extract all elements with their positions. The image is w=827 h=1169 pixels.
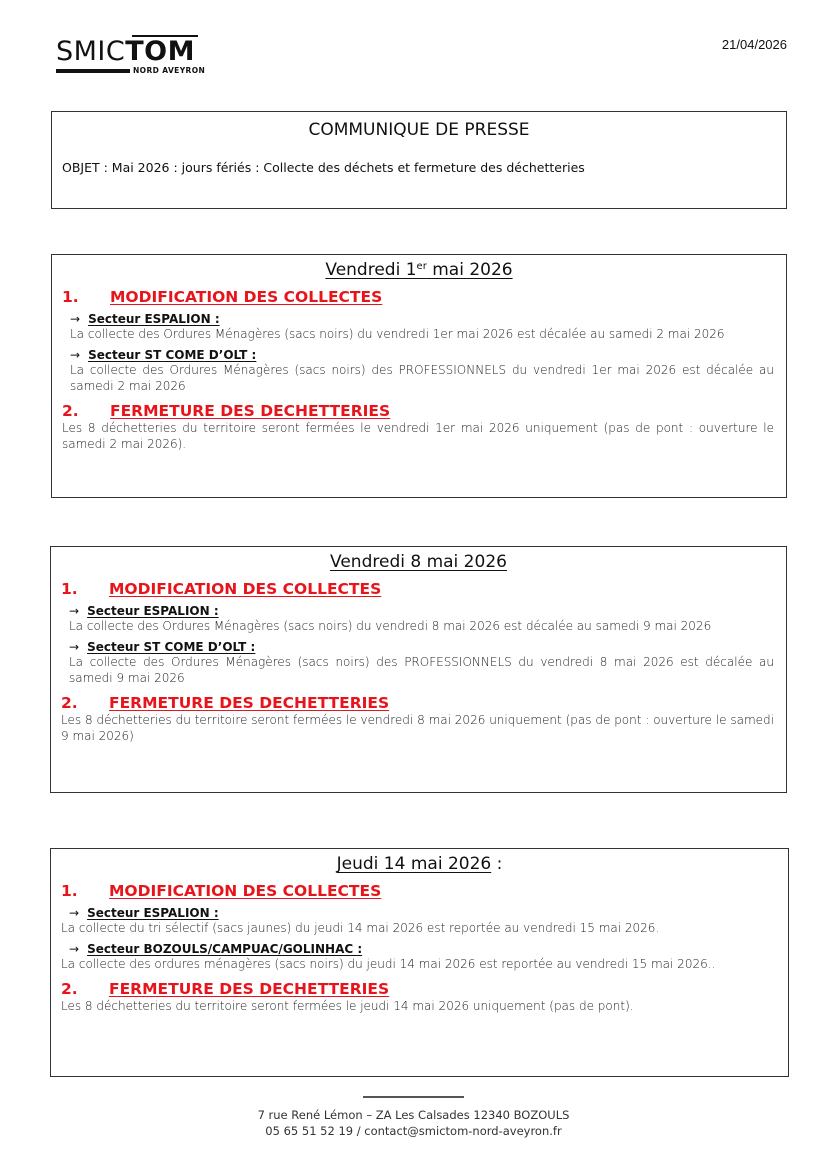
section-may-8: [50, 546, 787, 793]
heading-closures: [61, 694, 786, 712]
section-title: [51, 854, 788, 878]
text-fragment: Secteur ESPALION :: [88, 312, 220, 326]
document-date: 21/04/2026: [721, 37, 787, 52]
footer-address: 7 rue René Lémon – ZA Les Calsades 12340 BOZOULS: [257, 1108, 570, 1122]
text-fragment: Vendredi 1: [325, 260, 417, 280]
text-fragment: mai 2026: [426, 260, 513, 280]
sector-text: La collecte des Ordures Ménagères (sacs noirs) du vendredi 8 mai 2026 est décalée au samedi 9 mai 2026: [69, 619, 712, 633]
sector-label: [69, 640, 786, 654]
footer-divider: [363, 1096, 464, 1098]
heading-collection-changes: [61, 580, 786, 598]
arrow-right-icon: →: [70, 348, 81, 362]
text-fragment: Secteur ST COME D’OLT :: [88, 348, 257, 362]
text-fragment: Vendredi 8 mai 2026: [330, 552, 507, 572]
text-fragment: MODIFICATION DES COLLECTES: [110, 288, 383, 306]
text-fragment: 2.: [62, 402, 79, 420]
arrow-right-icon: →: [69, 942, 80, 956]
text-fragment: :: [491, 854, 503, 874]
text-fragment: Jeudi 14 mai 2026: [336, 854, 492, 874]
logo-subtitle: NORD AVEYRON: [133, 66, 206, 75]
text-fragment: 1.: [62, 288, 79, 306]
text-fragment: 1.: [61, 580, 78, 598]
arrow-right-icon: →: [69, 604, 80, 618]
sector-label: [69, 906, 788, 920]
object-line: OBJET : Mai 2026 : jours fériés : Collecte des déchets et fermeture des déchetteries: [62, 160, 585, 175]
logo-wordmark: [56, 37, 195, 67]
sector-label: [70, 312, 786, 326]
heading-closures: [61, 980, 788, 998]
arrow-right-icon: →: [70, 312, 81, 326]
closure-text: Les 8 déchetteries du territoire seront fermées le vendredi 1er mai 2026 uniquement (pas de pont : ouverture le samedi 2 mai 2026).: [62, 421, 774, 451]
text-fragment: MODIFICATION DES COLLECTES: [109, 882, 382, 900]
sector-text: La collecte des ordures ménagères (sacs noirs) du jeudi 14 mai 2026 est reportée au vendredi 15 mai 2026..: [61, 957, 716, 971]
closure-text: Les 8 déchetteries du territoire seront fermées le jeudi 14 mai 2026 uniquement (pas de pont).: [61, 999, 634, 1013]
section-may-14: [50, 848, 789, 1077]
heading-collection-changes: [62, 288, 786, 306]
smictom-logo: [56, 35, 206, 75]
text-fragment: TOM: [125, 36, 195, 67]
section-may-1: [51, 254, 787, 498]
text-fragment: 2.: [61, 980, 78, 998]
section-title: [51, 552, 786, 576]
press-release-header: [51, 111, 787, 209]
footer-contact: 05 65 51 52 19 / contact@smictom-nord-aveyron.fr: [265, 1124, 562, 1138]
sector-text: La collecte des Ordures Ménagères (sacs noirs) des PROFESSIONNELS du vendredi 1er mai 2026 est décalée au samedi 2 mai 2026: [70, 363, 774, 393]
arrow-right-icon: →: [69, 640, 80, 654]
sector-text: La collecte des Ordures Ménagères (sacs noirs) du vendredi 1er mai 2026 est décalée au samedi 2 mai 2026: [70, 327, 725, 341]
section-title: [52, 260, 786, 284]
sector-label: [70, 348, 786, 362]
sector-label: [69, 942, 788, 956]
text-fragment: Secteur ESPALION :: [87, 906, 219, 920]
arrow-right-icon: →: [69, 906, 80, 920]
text-fragment: Secteur ESPALION :: [87, 604, 219, 618]
text-fragment: Secteur BOZOULS/CAMPUAC/GOLINHAC :: [87, 942, 363, 956]
heading-closures: [62, 402, 786, 420]
text-fragment: SMIC: [56, 36, 126, 67]
page-title: COMMUNIQUE DE PRESSE: [308, 120, 530, 140]
logo-bar: [56, 69, 130, 73]
text-fragment: 2.: [61, 694, 78, 712]
text-fragment: 1.: [61, 882, 78, 900]
text-fragment: FERMETURE DES DECHETTERIES: [110, 402, 391, 420]
sector-label: [69, 604, 786, 618]
text-fragment: MODIFICATION DES COLLECTES: [109, 580, 382, 598]
closure-text: Les 8 déchetteries du territoire seront fermées le vendredi 8 mai 2026 uniquement (pas de pont : ouverture le samedi 9 mai 2026): [61, 713, 774, 743]
sector-text: La collecte du tri sélectif (sacs jaunes) du jeudi 14 mai 2026 est reportée au vendredi 15 mai 2026.: [61, 921, 660, 935]
text-fragment: FERMETURE DES DECHETTERIES: [109, 694, 390, 712]
text-fragment: er: [416, 261, 427, 272]
sector-text: La collecte des Ordures Ménagères (sacs noirs) des PROFESSIONNELS du vendredi 8 mai 2026 est décalée au samedi 9 mai 2026: [69, 655, 774, 685]
heading-collection-changes: [61, 882, 788, 900]
text-fragment: Secteur ST COME D’OLT :: [87, 640, 256, 654]
text-fragment: FERMETURE DES DECHETTERIES: [109, 980, 390, 998]
